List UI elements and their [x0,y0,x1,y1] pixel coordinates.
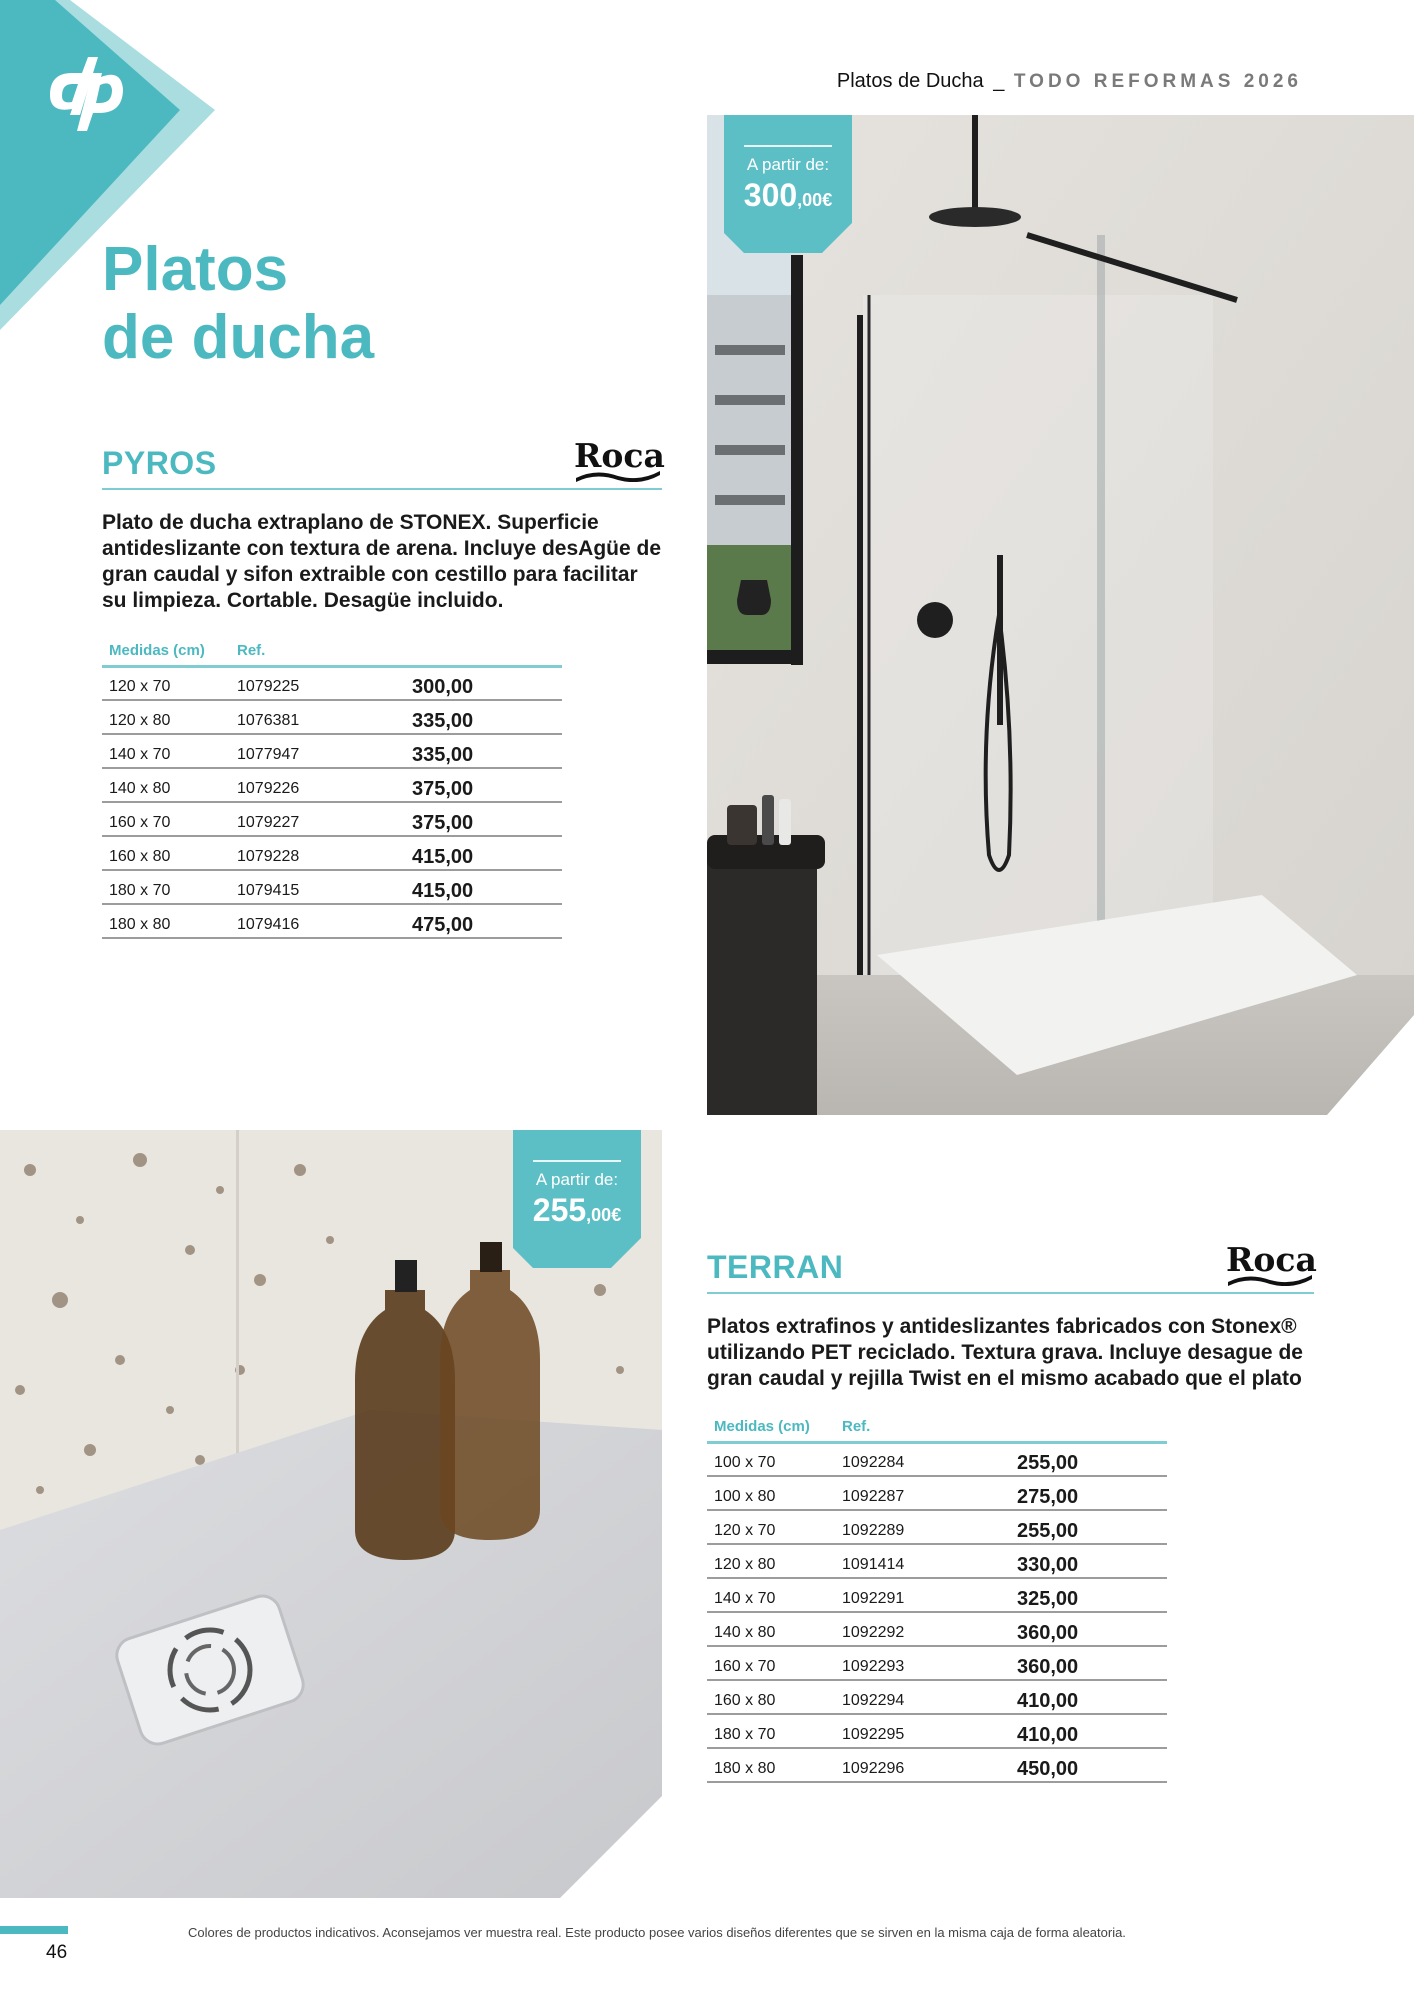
size-cell: 140 x 80 [707,1612,835,1646]
header-section: Platos de Ducha [836,70,984,92]
product-name: TERRAN [707,1249,844,1285]
page-header [837,70,1302,93]
column-header-price [412,640,562,666]
badge-amount-decimals: ,00€ [586,1205,622,1225]
ref-cell: 1079416 [230,904,412,938]
size-cell: 120 x 70 [102,666,230,700]
price-cell: 255,00 [1017,1442,1167,1476]
price-cell: 450,00 [1017,1748,1167,1782]
size-cell: 160 x 70 [707,1646,835,1680]
table-row [102,666,562,700]
table-row [102,700,562,734]
size-cell: 180 x 70 [102,870,230,904]
price-cell: 255,00 [1017,1510,1167,1544]
badge-divider [744,145,832,147]
price-cell: 475,00 [412,904,562,938]
product-description: Platos extrafinos y antideslizantes fabricados con Stonex® utilizando PET reciclado. Textura grava. Incluye desague de gran caudal y rejilla Twist en el mismo acabado que el plato [707,1315,1303,1390]
ref-cell: 1079225 [230,666,412,700]
price-cell: 415,00 [412,836,562,870]
table-row [707,1544,1167,1578]
price-cell: 415,00 [412,870,562,904]
product-pyros [102,436,665,614]
ref-cell: 1092289 [835,1510,1017,1544]
price-cell: 360,00 [1017,1646,1167,1680]
header-brand: TODO REFORMAS 2026 [1013,71,1302,92]
size-cell: 140 x 80 [102,768,230,802]
price-cell: 360,00 [1017,1612,1167,1646]
badge-amount-integer: 255 [532,1192,587,1228]
price-table-terran [707,1416,1167,1783]
price-cell: 375,00 [412,768,562,802]
product-description: Plato de ducha extraplano de STONEX. Superficie antideslizante con textura de arena. Incluye desAgüe de gran caudal y sifon extraible con cestillo para facilitar su limpieza. Cortable. Desagüe incluido. [102,511,662,612]
table-header-row [102,640,562,666]
table-row [707,1748,1167,1782]
ref-cell: 1076381 [230,700,412,734]
table-row [707,1476,1167,1510]
column-header-size: Medidas (cm) [102,640,230,666]
size-cell: 100 x 80 [707,1476,835,1510]
footer-note: Colores de productos indicativos. Aconsejamos ver muestra real. Este producto posee varios diseños diferentes que se sirven en la misma caja de forma aleatoria. [188,1925,1126,1940]
price-cell: 335,00 [412,734,562,768]
price-cell: 410,00 [1017,1680,1167,1714]
size-cell: 160 x 80 [707,1680,835,1714]
size-cell: 160 x 80 [102,836,230,870]
ref-cell: 1079228 [230,836,412,870]
price-cell: 275,00 [1017,1476,1167,1510]
column-header-ref: Ref. [835,1416,1017,1442]
ref-cell: 1092295 [835,1714,1017,1748]
ref-cell: 1092291 [835,1578,1017,1612]
product-heading [102,436,665,490]
price-badge-terran [513,1130,641,1268]
ref-cell: 1079226 [230,768,412,802]
table-row [102,768,562,802]
ref-cell: 1092284 [835,1442,1017,1476]
roca-logo [574,436,665,482]
table-row [707,1646,1167,1680]
table-row [707,1714,1167,1748]
ref-cell: 1092292 [835,1612,1017,1646]
ref-cell: 1079227 [230,802,412,836]
product-heading [707,1240,1317,1294]
ref-cell: 1091414 [835,1544,1017,1578]
price-badge-pyros [724,115,852,253]
badge-amount [724,177,852,214]
page-title-line2: de ducha [102,303,375,372]
ref-cell: 1092294 [835,1680,1017,1714]
ref-cell: 1077947 [230,734,412,768]
column-header-price [1017,1416,1167,1442]
column-header-ref: Ref. [230,640,412,666]
price-cell: 375,00 [412,802,562,836]
table-row [707,1680,1167,1714]
price-cell: 325,00 [1017,1578,1167,1612]
badge-divider [533,1160,621,1162]
column-header-size: Medidas (cm) [707,1416,835,1442]
table-row [707,1578,1167,1612]
price-table-pyros [102,640,562,939]
badge-amount-integer: 300 [743,177,798,213]
size-cell: 120 x 80 [707,1544,835,1578]
table-row [707,1612,1167,1646]
badge-label: A partir de: [746,155,830,174]
size-cell: 140 x 70 [102,734,230,768]
price-cell: 410,00 [1017,1714,1167,1748]
size-cell: 180 x 80 [102,904,230,938]
size-cell: 120 x 70 [707,1510,835,1544]
table-header-row [707,1416,1167,1442]
price-cell: 335,00 [412,700,562,734]
table-row [102,836,562,870]
table-row [707,1442,1167,1476]
page-number: 46 [46,1942,68,1963]
product-terran [707,1240,1317,1392]
size-cell: 140 x 70 [707,1578,835,1612]
roca-logo-word: Roca [574,436,665,475]
ref-cell: 1092296 [835,1748,1017,1782]
size-cell: 100 x 70 [707,1442,835,1476]
size-cell: 160 x 70 [102,802,230,836]
ref-cell: 1092287 [835,1476,1017,1510]
table-row [102,802,562,836]
size-cell: 180 x 80 [707,1748,835,1782]
table-row [102,734,562,768]
price-cell: 300,00 [412,666,562,700]
badge-label: A partir de: [535,1170,619,1189]
pyros-shower-photo [707,115,1414,1115]
roca-logo-word: Roca [1226,1240,1317,1279]
badge-amount [513,1192,641,1229]
size-cell: 180 x 70 [707,1714,835,1748]
table-row [102,904,562,938]
header-separator: _ [993,70,1005,92]
price-cell: 330,00 [1017,1544,1167,1578]
ref-cell: 1092293 [835,1646,1017,1680]
ref-cell: 1079415 [230,870,412,904]
table-row [707,1510,1167,1544]
roca-logo [1226,1240,1317,1286]
badge-amount-decimals: ,00€ [797,190,833,210]
size-cell: 120 x 80 [102,700,230,734]
table-row [102,870,562,904]
page-title-line1: Platos [102,235,289,304]
footer-accent-bar [0,1926,68,1934]
page-title [102,236,374,372]
product-name: PYROS [102,445,217,481]
